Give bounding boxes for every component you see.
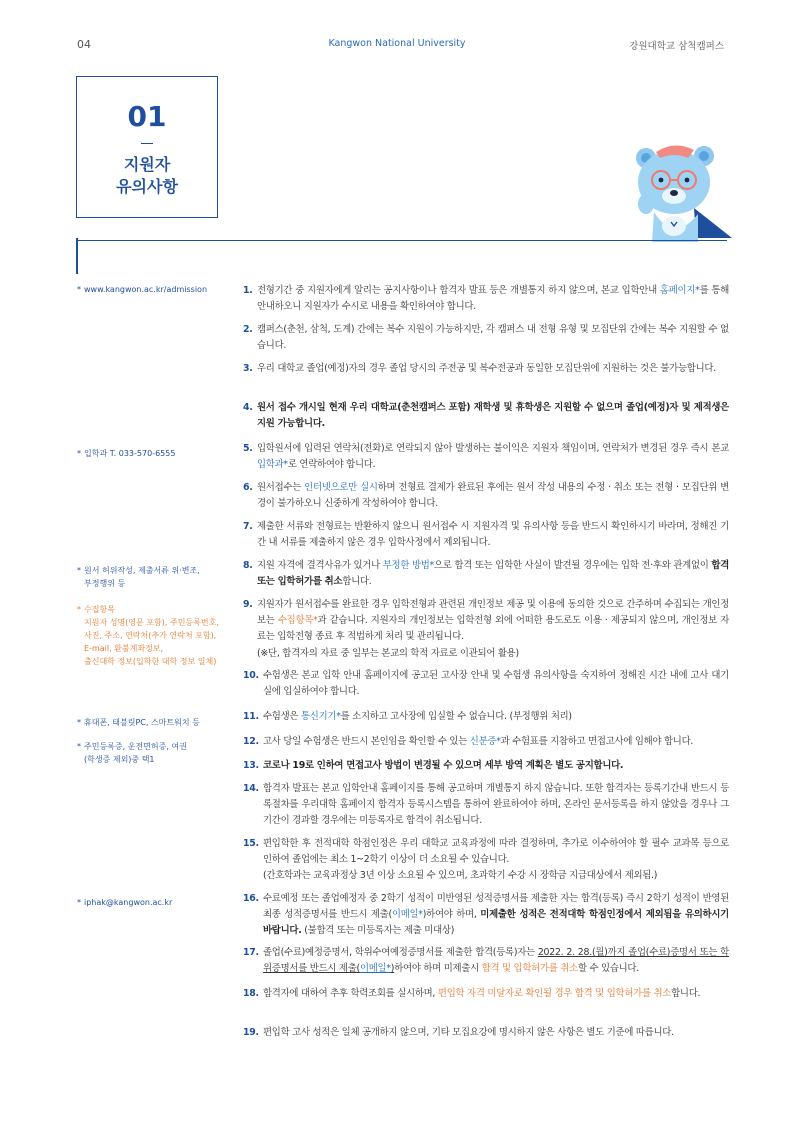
notice-item-13: 13. 코로나 19로 인하여 면접고사 방법이 변경될 수 있으며 세부 방역 계획은 별도 공지합니다. (243, 760, 624, 771)
section-title-line1: 지원자 (123, 155, 171, 174)
notice-item-9-note: (※단, 합격자의 자료 중 일부는 본교의 학적 자료로 이관되어 활용) (257, 647, 519, 659)
section-number: 01 (127, 100, 167, 133)
side-note-collected-items: * 수집항목 지원자 성명(영문 포함), 주민등록번호, 사진, 주소, 연락처(추가 연락처 포함), E-mail, 환불계좌정보, 출신대학 정보(입학한 대학 정보 일체) (77, 605, 219, 666)
notice-item-10: 10. 수험생은 본교 입학 안내 홈페이지에 공고된 고사장 안내 및 수험생 유의사항을 숙지하여 정해진 시간 내에 고사 대기실에 입실하여야 합니다. (243, 670, 729, 698)
page-number: 04 (77, 38, 91, 51)
notice-item-6: 6. 원서접수는 인터넷으로만 실시하며 전형료 결제가 완료된 후에는 원서 작성 내용의 수정 · 취소 또는 전형 · 모집단위 변경이 불가하오니 신중하게 작성하여야 합니다. (243, 482, 730, 510)
bear-mascot-illustration (624, 138, 734, 248)
notice-item-7: 7. 제출한 서류와 전형료는 반환하지 않으니 원서접수 시 지원자격 및 유의사항 등을 반드시 확인하시기 바라며, 정해진 기간 내 서류를 제출하지 않은 경우 입학사정에서 제외됩니다. (243, 521, 729, 549)
notice-item-19: 19. 편입학 고사 성적은 일체 공개하지 않으며, 기타 모집요강에 명시하지 않은 사항은 별도 기준에 따릅니다. (243, 1027, 674, 1038)
side-note-email: * iphak@kangwon.ac.kr (77, 898, 173, 907)
notice-item-4: 4. 원서 접수 개시일 현재 우리 대학교(춘천캠퍼스 포함) 재학생 및 휴학생은 지원할 수 없으며 졸업(예정)자 및 제적생은 지원 가능합니다. (243, 402, 729, 430)
section-heading-box (76, 76, 218, 218)
notice-item-12: 12. 고사 당일 수험생은 반드시 본인임을 확인할 수 있는 신분증*과 수험표를 지참하고 면접고사에 임해야 합니다. (243, 736, 694, 747)
notice-item-1: 1. 전형기간 중 지원자에게 알리는 공지사항이나 합격자 발표 등은 개별통지 하지 않으며, 본교 입학안내 홈페이지*를 통해 안내하오니 지원자가 수시로 내용을 확인하여야 합니다. (243, 285, 730, 313)
notice-item-3: 3. 우리 대학교 졸업(예정)자의 경우 졸업 당시의 주전공 및 복수전공과 동일한 모집단위에 지원하는 것은 불가능합니다. (243, 363, 716, 374)
side-note-homepage: * www.kangwon.ac.kr/admission (77, 285, 208, 294)
notice-item-11: 11. 수험생은 통신기기*를 소지하고 고사장에 입실할 수 없습니다. (부정행위 처리) (243, 711, 572, 722)
notice-item-8: 8. 지원 자격에 결격사유가 있거나 부정한 방법*으로 합격 또는 입학한 사실이 발견될 경우에는 입학 전·후와 관계없이 합격 또는 입학허가를 취소합니다. (243, 560, 730, 588)
notice-item-2: 2. 캠퍼스(춘천, 삼척, 도계) 간에는 복수 지원이 가능하지만, 각 캠퍼스 내 전형 유형 및 모집단위 간에는 복수 지원할 수 없습니다. (243, 324, 729, 352)
side-note-misconduct: * 원서 허위작성, 제출서류 위·변조, 부정행위 등 (77, 566, 200, 588)
side-note-devices: * 휴대폰, 태블릿PC, 스마트워치 등 (77, 718, 200, 727)
notice-item-9: 9. 지원자가 원서접수를 완료한 경우 입학전형과 관련된 개인정보 제공 및 이용에 동의한 것으로 간주하며 수집되는 개인정보는 수집항목*과 같습니다. 지원자의 개인정보는 입학전형 외에 어떠한 용도로도 이용 · 제공되지 않으며, 개인정보 자료는 입학전형 종료 후 적법하게 처리 및 관리됩니다. (※단, 합격자의 자료 중 일부는 본교의 학적 자료로 이관되어 활용) (243, 599, 730, 659)
section-divider (141, 143, 153, 144)
section-title (77, 154, 217, 197)
section-rule-vertical (76, 238, 78, 274)
section-title-line2: 유의사항 (116, 176, 178, 196)
side-note-dept-phone: * 입학과 T. 033-570-6555 (77, 449, 176, 458)
university-name: Kangwon National University (328, 38, 466, 49)
notice-item-16: 16. 수료예정 또는 졸업예정자 중 2학기 성적이 미반영된 성적증명서를 제출한 자는 합격(등록) 즉시 2학기 성적이 반영된 최종 성적증명서를 반드시 제출(이메일*)하여야 하며, 미제출한 성적은 전적대학 학점인정에서 제외됨을 유의하시기 바랍니다. (불합격 또는 미등록자는 제출 미대상) (243, 893, 729, 937)
side-note-id-cards: * 주민등록증, 운전면허증, 여권 (학생증 제외)중 택1 (77, 742, 187, 764)
notice-item-15: 15. 편입학한 후 전적대학 학점인정은 우리 대학교 교육과정에 따라 결정하며, 추가로 이수하여야 할 필수 교과목 등으로 인하여 졸업에는 최소 1~2학기 이상이 더 소요될 수 있습니다. (간호학과는 교육과정상 3년 이상 소요될 수 있으며, 초과학기 수강 시 장학금 지급대상에서 제외됨.) (243, 838, 729, 882)
notice-item-18: 18. 합격자에 대하여 추후 학력조회를 실시하며, 편입학 자격 미달자로 확인될 경우 합격 및 입학허가를 취소합니다. (243, 988, 701, 999)
notice-item-15-note: (간호학과는 교육과정상 3년 이상 소요될 수 있으며, 초과학기 수강 시 장학금 지급대상에서 제외됨.) (263, 870, 658, 882)
campus-name: 강원대학교 삼척캠퍼스 (629, 41, 724, 52)
section-rule-horizontal (76, 240, 727, 241)
notice-item-17: 17. 졸업(수료)예정증명서, 학위수여예정증명서를 제출한 합격(등록)자는 2022. 2. 28.(월)까지 졸업(수료)증명서 또는 학위증명서를 반드시 제출(이메일*)하여야 하며 미제출시 합격 및 입학허가를 취소할 수 있습니다. (243, 947, 729, 975)
notice-item-14: 14. 합격자 발표는 본교 입학안내 홈페이지를 통해 공고하며 개별통지 하지 않습니다. 또한 합격자는 등록기간내 반드시 등록절차를 우리대학 홈페이지 합격자 등록시스템을 통하여 완료하여야 하며, 온라인 문서등록을 하지 않았을 경우나 그 기간이 경과할 경우에는 미등록자로 합격이 취소됩니다. (243, 783, 729, 827)
notice-item-5: 5. 입학원서에 입력된 연락처(전화)로 연락되지 않아 발생하는 불이익은 지원자 책임이며, 연락처가 변경된 경우 즉시 본교 입학과*로 연락하여야 합니다. (243, 443, 729, 471)
